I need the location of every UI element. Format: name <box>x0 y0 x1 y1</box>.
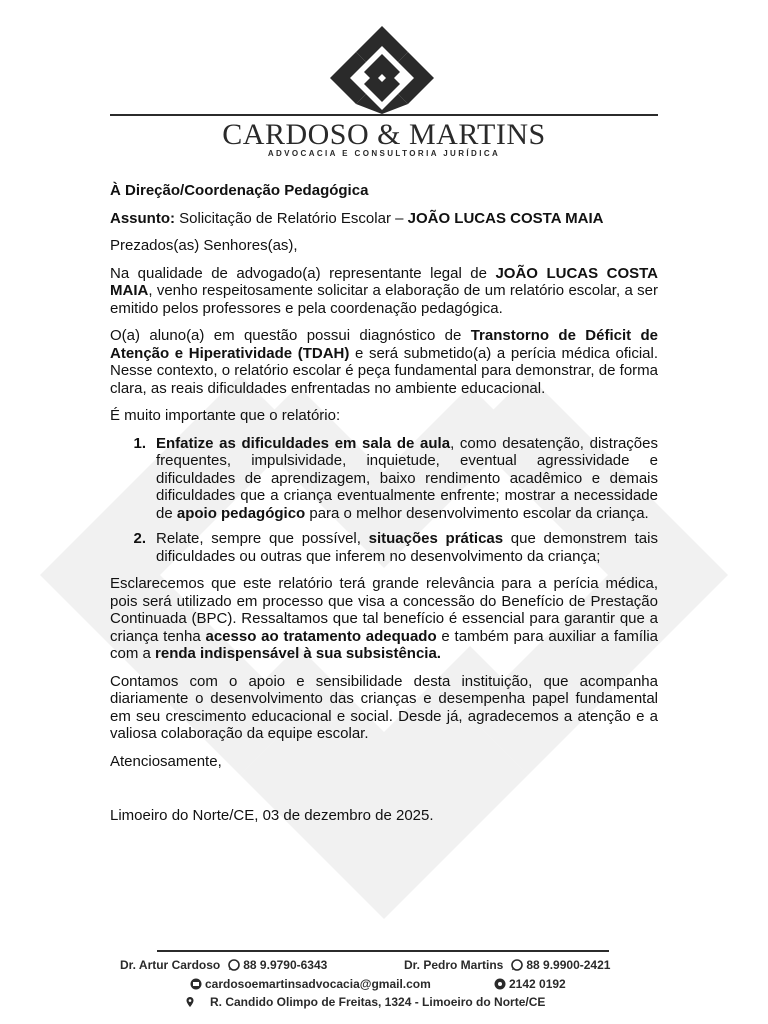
paragraph-3: Esclarecemos que este relatório terá grande relevância para a perícia médica, pois será utilizado em processo que visa a concessão do Benefício de Prestação Continuada (BPC). Ressaltamos que tal benefício é essencial para garantir que a criança tenha acesso ao tratamento adequado e também para auxiliar a família com a renda indispensável à sua subsistência. <box>110 575 658 662</box>
address-line <box>184 995 545 1009</box>
list-intro: É muito importante que o relatório: <box>110 407 341 424</box>
lawyer-2-name: Dr. Pedro Martins <box>404 958 504 972</box>
whatsapp-icon <box>511 959 523 971</box>
recipient-line: À Direção/Coordenação Pedagógica <box>110 182 369 199</box>
lawyer-1-contact <box>120 958 327 972</box>
request-list <box>110 435 658 566</box>
email-icon <box>190 978 202 990</box>
landline-contact <box>494 977 566 991</box>
lawyer-1-name: Dr. Artur Cardoso <box>120 958 221 972</box>
firm-tagline: ADVOCACIA E CONSULTORIA JURÍDICA <box>267 149 501 158</box>
paragraph-1: Na qualidade de advogado(a) representante legal de JOÃO LUCAS COSTA MAIA, venho respeitosamente solicitar a elaboração de um relatório escolar, a ser emitido pelos professores e pela coordenação pedagógica. <box>110 264 658 317</box>
location-pin-icon <box>184 996 196 1008</box>
email-contact <box>190 977 431 991</box>
paragraph-2: O(a) aluno(a) em questão possui diagnóstico de Transtorno de Déficit de Atenção e Hiperatividade (TDAH) e será submetido(a) a perícia médica oficial. Nesse contexto, o relatório escolar é peça fundamental para demonstrar, de forma clara, as reais dificuldades enfrentadas no ambiente educacional. <box>110 327 658 397</box>
address-text: R. Candido Olimpo de Freitas, 1324 - Limoeiro do Norte/CE <box>210 995 546 1009</box>
lawyer-1-phone: 88 9.9790-6343 <box>243 958 328 972</box>
place-date: Limoeiro do Norte/CE, 03 de dezembro de 2025. <box>110 807 434 824</box>
whatsapp-icon <box>228 959 240 971</box>
greeting: Prezados(as) Senhores(as), <box>110 237 298 254</box>
firm-name: CARDOSO & MARTINS <box>222 118 546 151</box>
cm-monogram-logo <box>320 22 444 114</box>
phone-icon <box>494 978 506 990</box>
paragraph-4: Contamos com o apoio e sensibilidade desta instituição, que acompanha diariamente o desenvolvimento das crianças e desempenha papel fundamental em seu crescimento educacional e social. Desde já, agradecemos a atenção e a valiosa colaboração da equipe escolar. <box>110 672 658 742</box>
lawyer-2-contact <box>404 958 610 972</box>
landline-number: 2142 0192 <box>509 977 566 991</box>
list-item: 1. Enfatize as dificuldades em sala de aula, como desatenção, distrações frequentes, impulsividade, inquietude, eventual agressividade e dificuldades de aprendizagem, baixo rendimento acadêmico e demais dificuldades que a criança eventualmente enfrente; mostrar a necessidade de apoio pedagógico para o melhor desenvolvimento escolar da criança. <box>133 434 658 522</box>
subject-line: Assunto: Solicitação de Relatório Escolar – JOÃO LUCAS COSTA MAIA <box>110 209 604 227</box>
email-address: cardosoemartinsadvocacia@gmail.com <box>205 977 431 991</box>
footer-divider <box>157 950 609 952</box>
header-divider <box>110 114 658 116</box>
closing: Atenciosamente, <box>110 752 222 770</box>
list-item: 2. Relate, sempre que possível, situações práticas que demonstrem tais dificuldades ou outras que inferem no desenvolvimento da criança; <box>133 530 658 565</box>
lawyer-2-phone: 88 9.9900-2421 <box>526 958 611 972</box>
letter-body <box>110 182 658 835</box>
